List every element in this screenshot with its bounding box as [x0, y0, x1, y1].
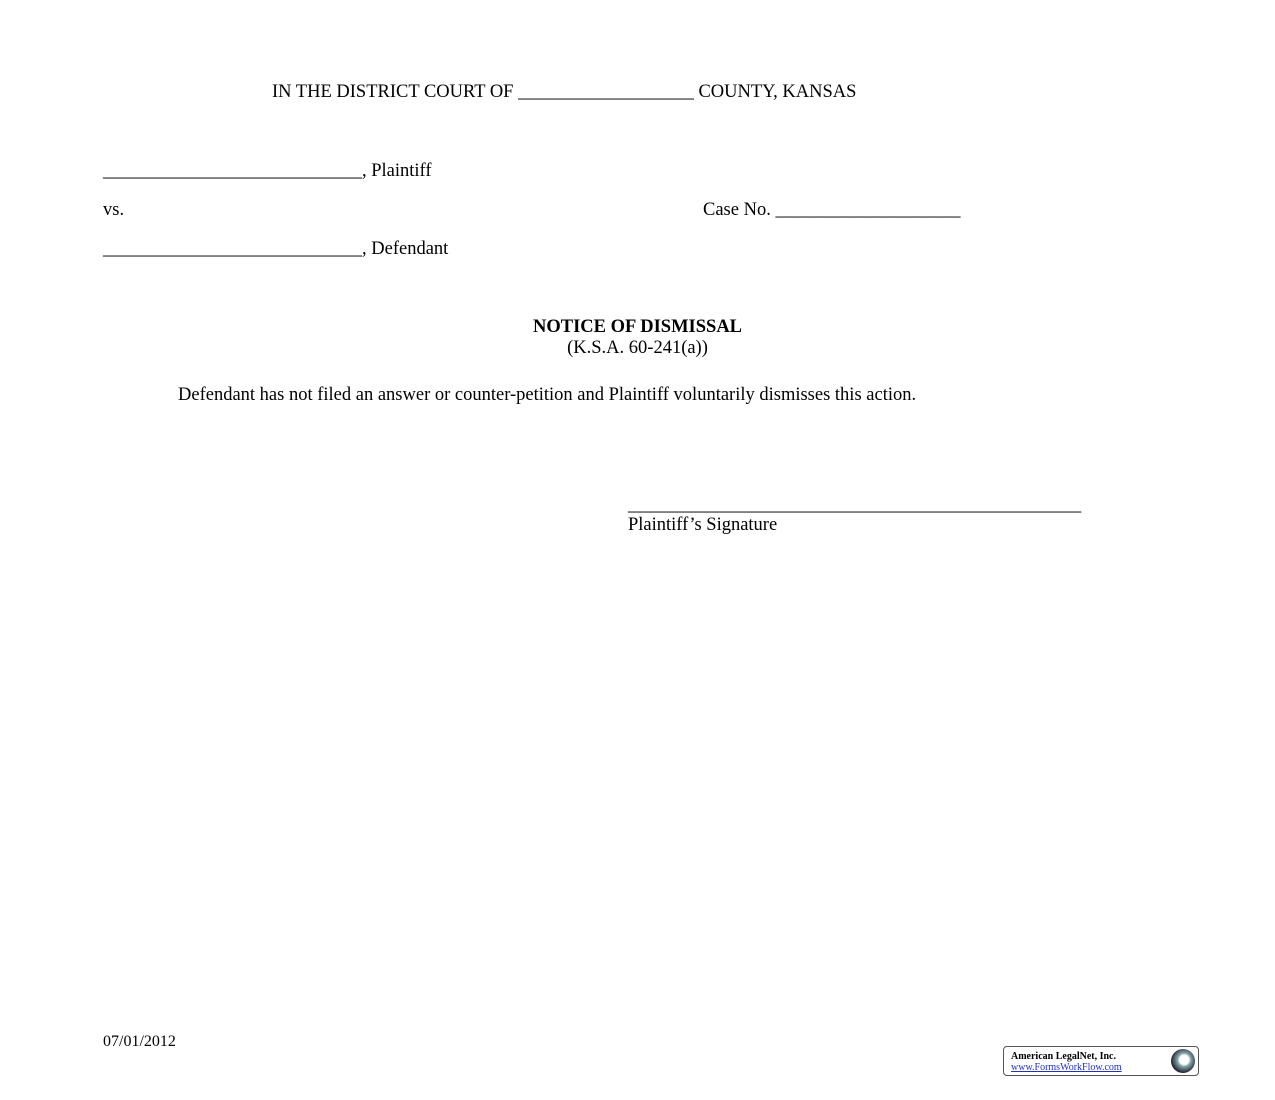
american-legalnet-logo[interactable] — [1003, 1046, 1199, 1076]
logo-company: American LegalNet, Inc. — [1011, 1051, 1116, 1062]
versus-label: vs. — [103, 200, 125, 220]
statute-reference: (K.S.A. 60-241(a)) — [567, 338, 708, 358]
case-number-line: Case No. ____________________ — [703, 200, 961, 220]
plaintiff-line: ____________________________, Plaintiff — [103, 161, 432, 181]
logo-url-link[interactable]: www.FormsWorkFlow.com — [1011, 1062, 1122, 1073]
document-title: NOTICE OF DISMISSAL — [532, 317, 743, 337]
defendant-line: ____________________________, Defendant — [103, 239, 449, 259]
globe-icon — [1171, 1049, 1195, 1073]
body-paragraph: Defendant has not filed an answer or counter-petition and Plaintiff voluntarily dismisses this action. — [178, 385, 917, 405]
court-heading: IN THE DISTRICT COURT OF ___________________ COUNTY, KANSAS — [272, 82, 857, 102]
signature-line: _________________________________________________ — [628, 495, 1082, 515]
footer-date: 07/01/2012 — [103, 1033, 176, 1050]
signature-label: Plaintiff’s Signature — [628, 515, 778, 535]
